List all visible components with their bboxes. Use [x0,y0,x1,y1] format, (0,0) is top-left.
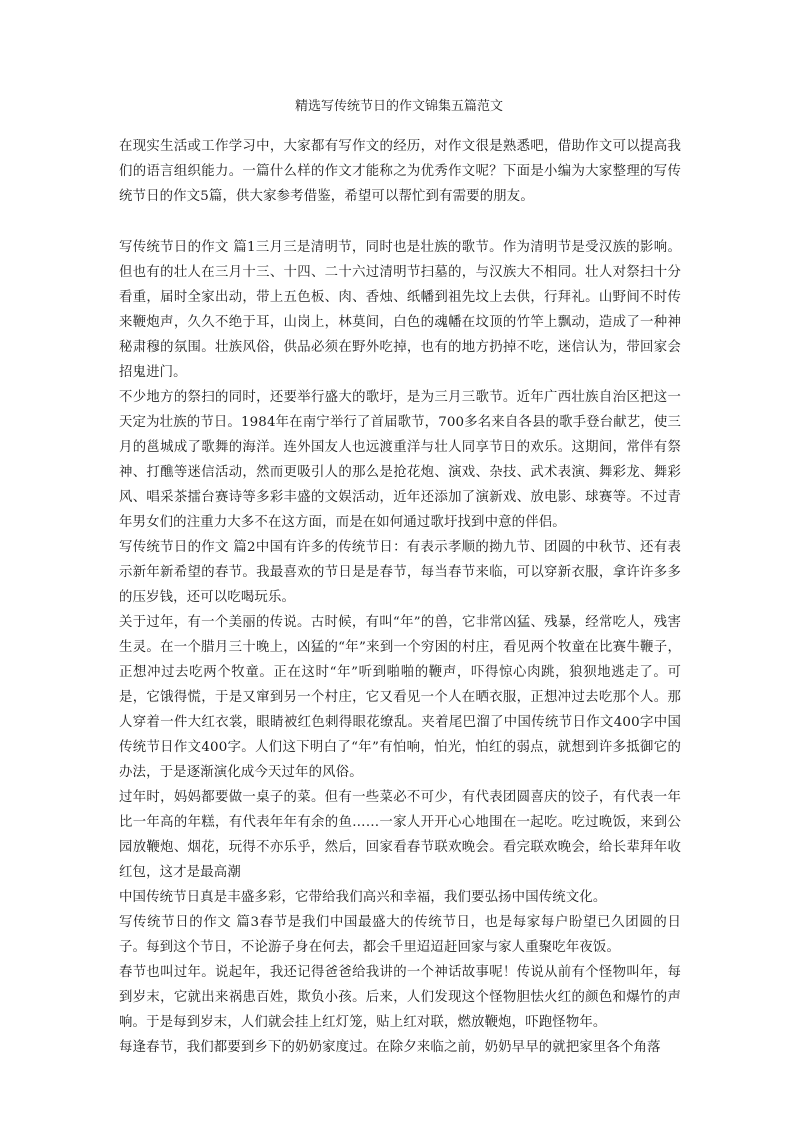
essay-1-paragraph-1: 写传统节日的作文 篇1三月三是清明节，同时也是壮族的歌节。作为清明节是受汉族的影响。但也有的壮人在三月十三、十四、二十六过清明节扫墓的，与汉族大不相同。壮人对祭扫十分看重，届时全家出动，带上五色板、肉、香烛、纸幡到祖先坟上去供，行拜礼。山野间不时传来鞭炮声，久久不绝于耳，山岗上，林莫间，白色的魂幡在坟顶的竹竿上飘动，造成了一种神秘肃穆的氛围。壮族风俗，供品必须在野外吃掉，也有的地方扔掉不吃，迷信认为，带回家会招鬼进门。 [119,240,681,380]
essay-2-paragraph-3: 过年时，妈妈都要做一桌子的菜。但有一些菜必不可少，有代表团圆喜庆的饺子，有代表一年比一年高的年糕，有代表年年有余的鱼……一家人开开心心地围在一起吃。吃过晚饭，来到公园放鞭炮、烟花，玩得不亦乐乎，然后，回家看春节联欢晚会。看完联欢晚会，给长辈拜年收红包，这才是最高潮 [119,790,681,880]
essay-3-paragraph-3: 每逢春节，我们都要到乡下的奶奶家度过。在除夕来临之前，奶奶早早的就把家里各个角落 [119,1040,661,1055]
document-title: 精选写传统节日的作文锦集五篇范文 [294,99,503,114]
essay-3-paragraph-2: 春节也叫过年。说起年，我还记得爸爸给我讲的一个神话故事呢！传说从前有个怪物叫年，每到岁末，它就出来祸患百姓，欺负小孩。后来，人们发现这个怪物胆怯火红的颜色和爆竹的声响。于是每到岁末，人们就会挂上红灯笼，贴上红对联，燃放鞭炮，吓跑怪物年。 [119,965,681,1030]
essay-2-paragraph-2: 关于过年，有一个美丽的传说。古时候，有叫“年”的兽，它非常凶猛、残暴，经常吃人，残害生灵。在一个腊月三十晚上，凶猛的“年”来到一个穷困的村庄，看见两个牧童在比赛牛鞭子，正想冲过去吃两个牧童。正在这时“年”听到啪啪的鞭声，吓得惊心肉跳，狼狈地逃走了。可是，它饿得慌，于是又窜到另一个村庄，它又看见一个人在晒衣服，正想冲过去吃那个人。那人穿着一件大红衣裳，眼睛被红色刺得眼花缭乱。夹着尾巴溜了中国传统节日作文400字中国传统节日作文400字。人们这下明白了“年”有怕响，怕光，怕红的弱点，就想到许多抵御它的办法，于是逐渐演化成今天过年的风俗。 [119,615,681,780]
essay-2-paragraph-4: 中国传统节日真是丰盛多彩，它带给我们高兴和幸福，我们要弘扬中国传统文化。 [119,890,607,905]
essay-1-paragraph-2: 不少地方的祭扫的同时，还要举行盛大的歌圩，是为三月三歌节。近年广西壮族自治区把这一天定为壮族的节日。1984年在南宁举行了首届歌节，700多名来自各县的歌手登台献艺，使三月的邕城成了歌舞的海洋。连外国友人也远渡重洋与壮人同享节日的欢乐。这期间，常伴有祭神、打醮等迷信活动，然而更吸引人的那么是抢花炮、演戏、杂技、武术表演、舞彩龙、舞彩风、唱采茶擂台赛诗等多彩丰盛的文娱活动，近年还添加了演新戏、放电影、球赛等。不过青年男女们的注重力大多不在这方面，而是在如何通过歌圩找到中意的伴侣。 [119,390,681,530]
essay-3-paragraph-1: 写传统节日的作文 篇3春节是我们中国最盛大的传统节日，也是每家每户盼望已久团圆的日子。每到这个节日，不论游子身在何去，都会千里迢迢赶回家与家人重聚吃年夜饭。 [119,915,681,955]
essay-2-paragraph-1: 写传统节日的作文 篇2中国有许多的传统节日：有表示孝顺的拗九节、团圆的中秋节、还有表示新年新希望的春节。我最喜欢的节日是是春节，每当春节来临，可以穿新衣服，拿许许多多的压岁钱，还可以吃喝玩乐。 [119,540,681,605]
intro-paragraph: 在现实生活或工作学习中，大家都有写作文的经历，对作文很是熟悉吧，借助作文可以提高我们的语言组织能力。一篇什么样的作文才能称之为优秀作文呢？下面是小编为大家整理的写传统节日的作文5篇，供大家参考借鉴，希望可以帮忙到有需要的朋友。 [119,139,681,204]
